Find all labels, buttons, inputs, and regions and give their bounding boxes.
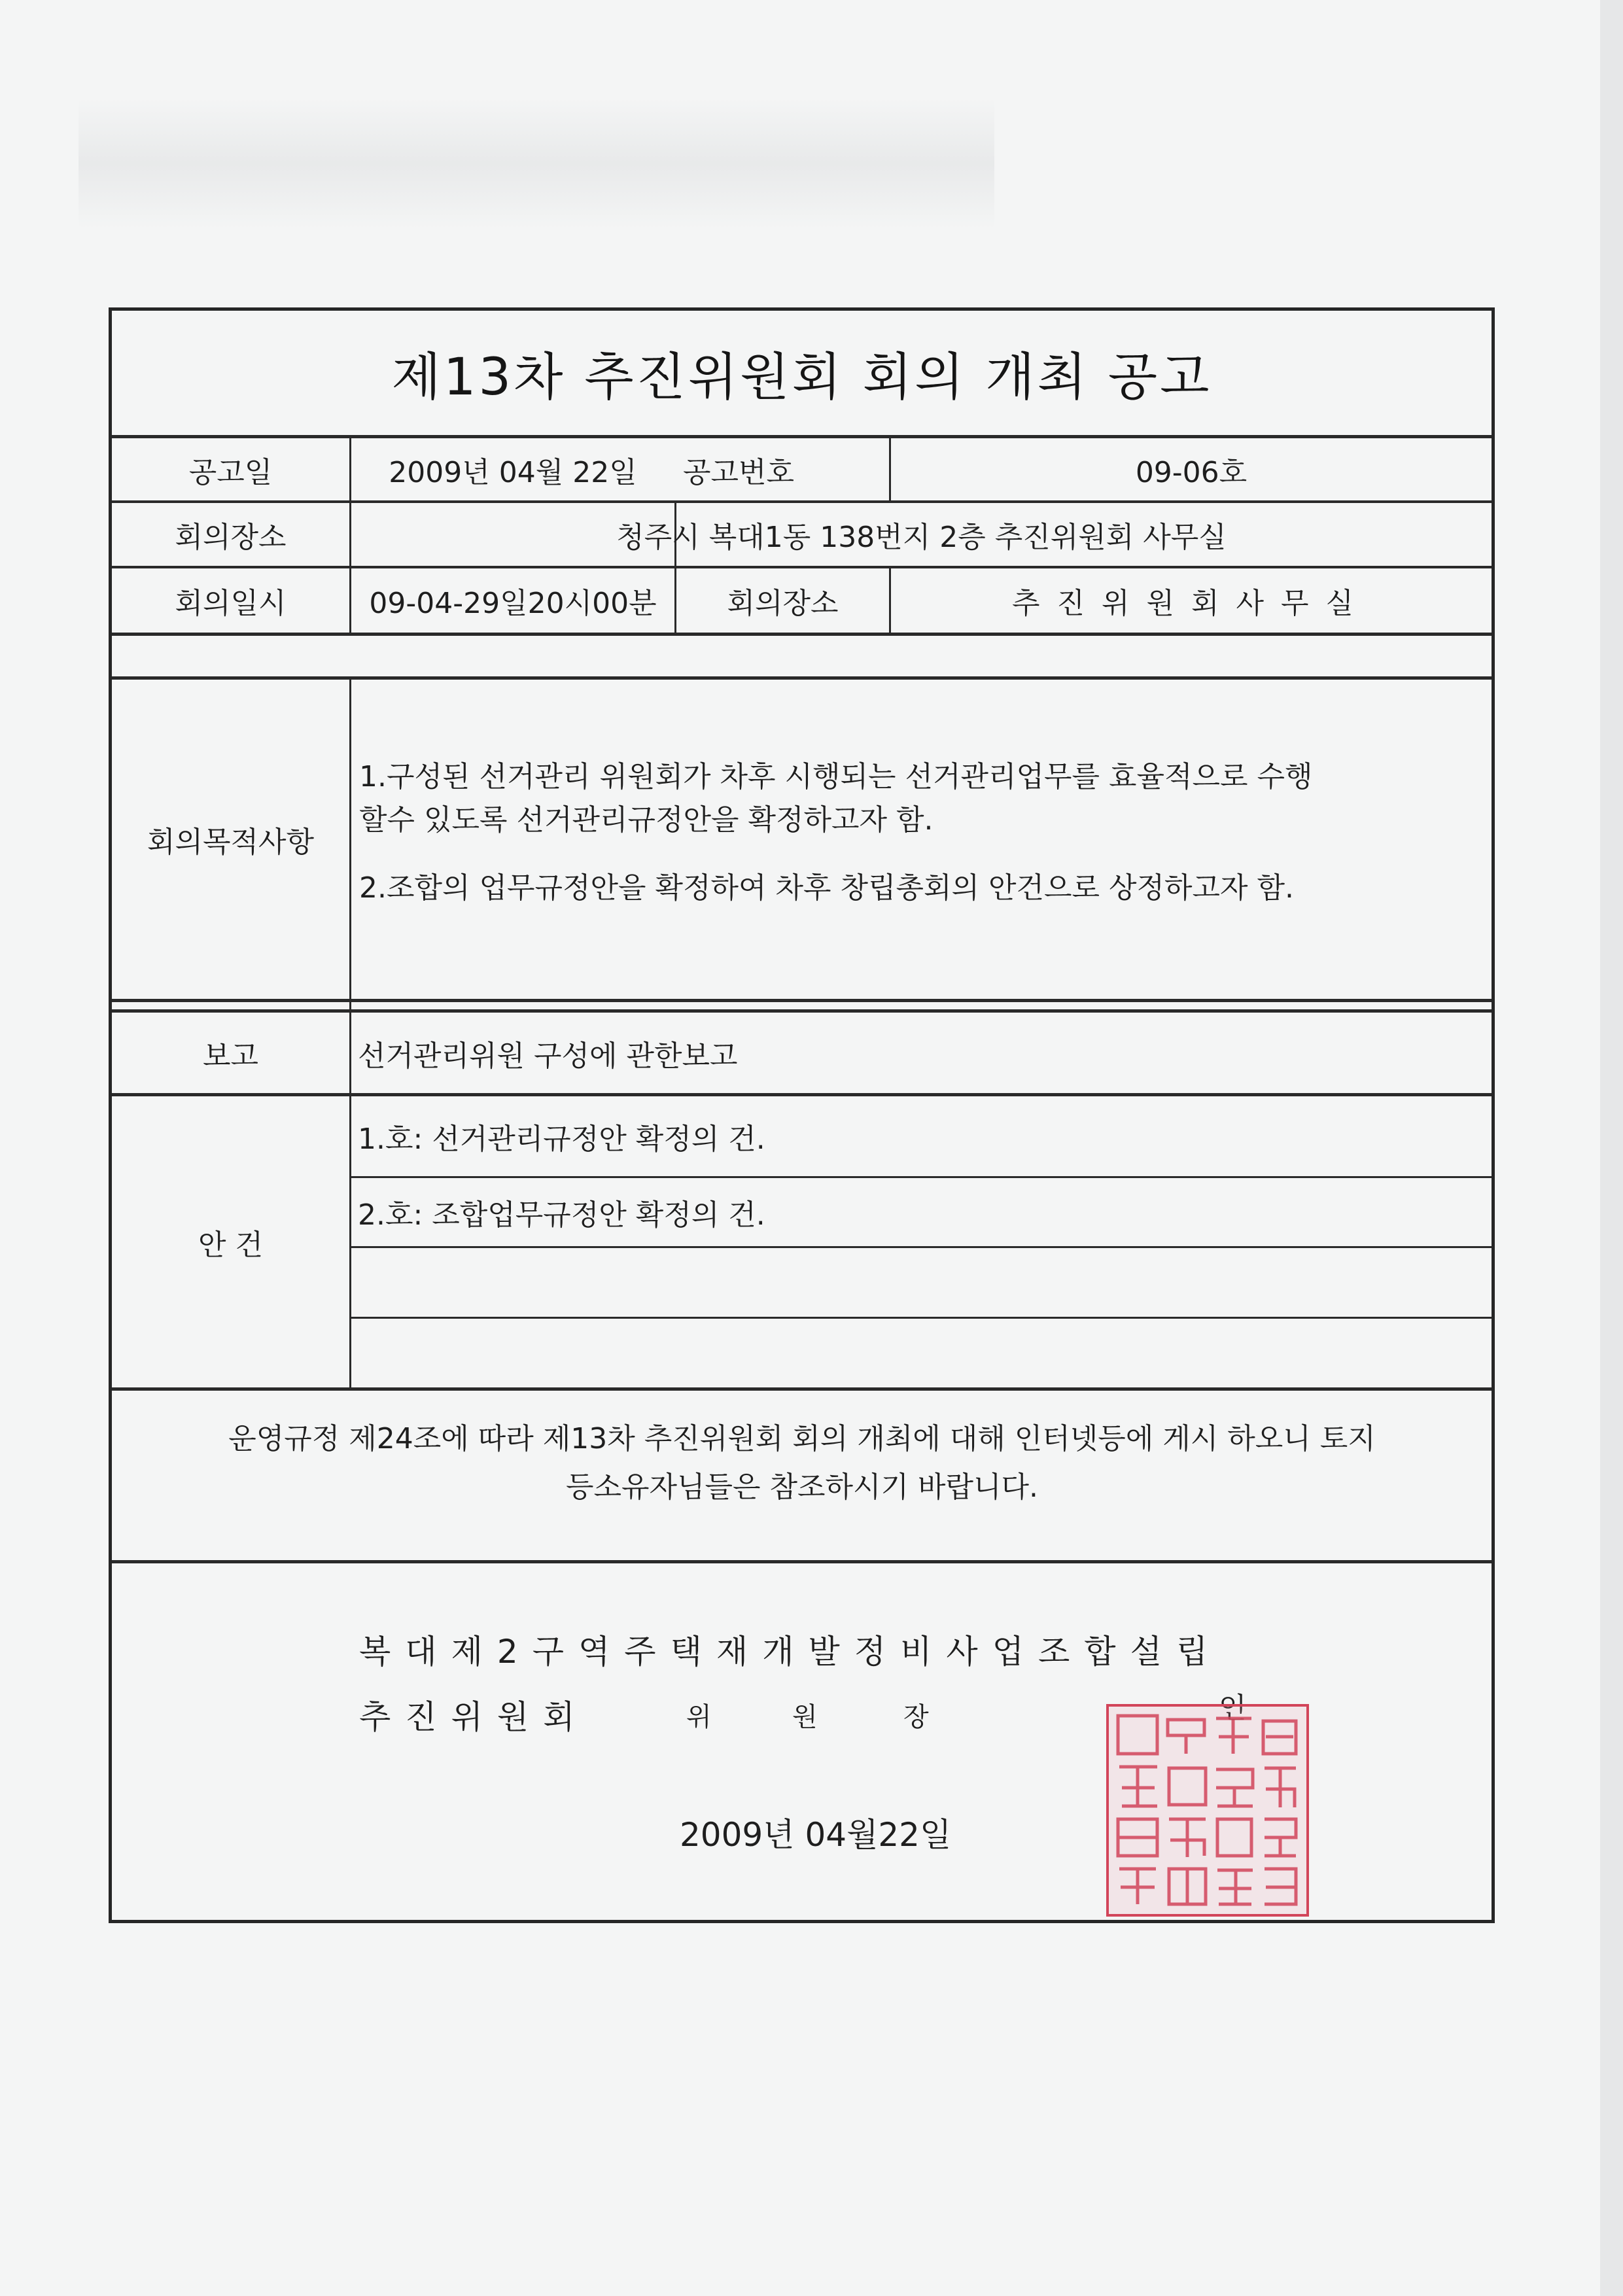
rule-agenda-end [112,1387,1492,1391]
signature-date: 2009년 04월22일 [680,1816,952,1854]
notice-text-line-2: 등소유자님들은 참조하시기 바랍니다. [565,1470,1039,1504]
purpose-label: 회의목적사항 [147,826,315,859]
rule-row3 [112,633,1492,636]
signature-organization: 복대제2구역주택재개발정비사업조합설립 [359,1633,1223,1671]
notice-text [125,1415,1479,1512]
report-label: 보고 [202,1039,258,1073]
rule-purpose-a [112,999,1492,1002]
notice-date-value: 2009년 04월 22일 [389,455,637,489]
notice-date-label: 공고일 [188,455,273,489]
rule-notice-end [112,1560,1492,1563]
signature-title-char-3: 장 [903,1702,929,1732]
signature-seal-mark: 인 [1219,1692,1247,1725]
official-seal [1106,1704,1309,1917]
agenda-item-2: 2.호: 조합업무규정안 확정의 건. [358,1198,765,1232]
document-title: 제13차 추진위원회 회의 개최 공고 [391,348,1212,407]
agenda-item-4 [351,1319,1492,1387]
purpose-item-1: 1.구성된 선거관리 위원회가 차후 시행되는 선거관리업무를 효율적으로 수행 할수 있도록 선거관리규정안을 확정하고자 함. [359,760,1313,837]
notice-text-line-1: 운영규정 제24조에 따라 제13차 추진위원회 회의 개최에 대해 인터넷등에 게시 하오니 토지 [228,1422,1376,1455]
venue-label: 회의장소 [175,521,287,554]
signature-committee: 추진위원회 [359,1698,589,1736]
place-value: 추진위원회사무실 [1011,587,1371,620]
notice-number-label: 공고번호 [683,455,795,489]
agenda-label: 안 건 [198,1228,263,1262]
place-label: 회의장소 [727,587,839,620]
agenda-item-3 [351,1248,1492,1317]
datetime-value: 09-04-29일20시00분 [369,587,657,620]
signature-title-char-1: 위 [686,1702,712,1732]
agenda-item-1: 1.호: 선거관리규정안 확정의 건. [358,1122,765,1156]
purpose-item-2: 2.조합의 업무규정안을 확정하여 차후 창립총회의 안건으로 상정하고자 함. [359,871,1294,905]
purpose-text [359,756,1484,910]
notice-form [109,307,1495,1923]
signature-title-char-2: 원 [792,1702,818,1732]
venue-value: 청주시 복대1동 138번지 2층 추진위원회 사무실 [616,521,1227,554]
report-value: 선거관리위원 구성에 관한보고 [358,1039,738,1073]
datetime-label: 회의일시 [175,587,287,620]
official-seal-pattern [1109,1707,1306,1914]
notice-number-value: 09-06호 [1135,455,1248,489]
scan-shadow [79,98,994,229]
scan-edge [1600,0,1623,2296]
